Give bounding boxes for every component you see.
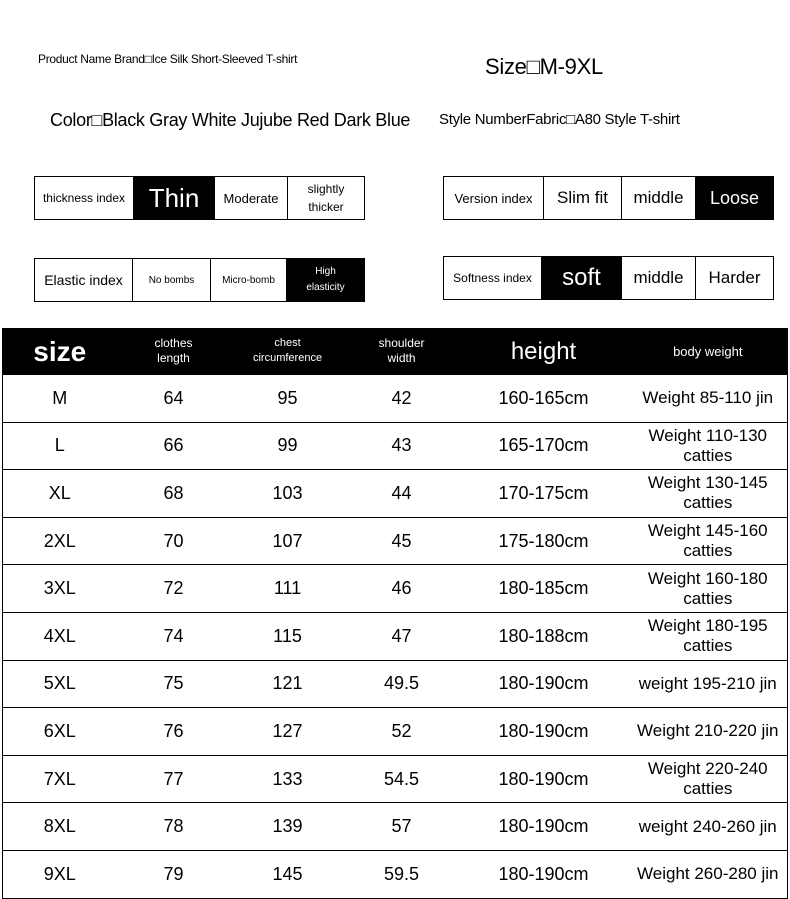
shoulder-cell: 43 bbox=[345, 422, 459, 470]
length-cell: 68 bbox=[117, 470, 231, 518]
table-row bbox=[3, 422, 788, 470]
product-name: Product Name Brand□Ice Silk Short-Sleeved T-shirt bbox=[38, 52, 298, 66]
height-cell: 180-185cm bbox=[459, 565, 629, 613]
size-cell: 2XL bbox=[3, 517, 117, 565]
weight-cell: weight 240-260 jin bbox=[629, 803, 788, 851]
table-row bbox=[3, 803, 788, 851]
elastic-index bbox=[34, 258, 365, 302]
size-chart-table bbox=[2, 328, 788, 899]
weight-cell: Weight 180-195 catties bbox=[629, 612, 788, 660]
shoulder-cell: 45 bbox=[345, 517, 459, 565]
header-chest-circumference: chest circumference bbox=[231, 328, 345, 375]
table-row bbox=[3, 470, 788, 518]
chest-cell: 111 bbox=[231, 565, 345, 613]
version-option-slim-fit: Slim fit bbox=[543, 177, 621, 219]
header-height: height bbox=[459, 328, 629, 375]
table-row bbox=[3, 660, 788, 708]
color-list: Color□Black Gray White Jujube Red Dark Blue bbox=[50, 110, 411, 130]
chest-cell: 139 bbox=[231, 803, 345, 851]
softness-option-harder: Harder bbox=[695, 257, 773, 299]
height-cell: 170-175cm bbox=[459, 470, 629, 518]
elastic-index-label: Elastic index bbox=[44, 272, 123, 288]
size-cell: 5XL bbox=[3, 660, 117, 708]
softness-option-soft: soft bbox=[541, 257, 621, 299]
shoulder-cell: 59.5 bbox=[345, 850, 459, 898]
thickness-index bbox=[34, 176, 365, 220]
size-cell: L bbox=[3, 422, 117, 470]
table-row bbox=[3, 850, 788, 898]
chest-cell: 103 bbox=[231, 470, 345, 518]
size-range: Size□M-9XL bbox=[485, 54, 603, 79]
shoulder-cell: 54.5 bbox=[345, 755, 459, 803]
weight-cell: Weight 160-180 catties bbox=[629, 565, 788, 613]
thickness-option-moderate: Moderate bbox=[214, 177, 287, 219]
weight-cell: Weight 220-240 catties bbox=[629, 755, 788, 803]
version-index-label: Version index bbox=[454, 190, 533, 206]
version-option-loose: Loose bbox=[695, 177, 773, 219]
length-cell: 70 bbox=[117, 517, 231, 565]
shoulder-cell: 57 bbox=[345, 803, 459, 851]
softness-index-label: Softness index bbox=[453, 271, 532, 285]
height-cell: 165-170cm bbox=[459, 422, 629, 470]
height-cell: 180-190cm bbox=[459, 755, 629, 803]
weight-cell: Weight 260-280 jin bbox=[629, 850, 788, 898]
table-row bbox=[3, 612, 788, 660]
chest-cell: 115 bbox=[231, 612, 345, 660]
softness-index bbox=[443, 256, 774, 300]
table-row bbox=[3, 708, 788, 756]
table-row bbox=[3, 375, 788, 423]
style-number: Style NumberFabric□A80 Style T-shirt bbox=[439, 111, 680, 128]
height-cell: 180-190cm bbox=[459, 803, 629, 851]
height-cell: 160-165cm bbox=[459, 375, 629, 423]
length-cell: 64 bbox=[117, 375, 231, 423]
height-cell: 175-180cm bbox=[459, 517, 629, 565]
height-cell: 180-190cm bbox=[459, 708, 629, 756]
chest-cell: 107 bbox=[231, 517, 345, 565]
header-clothes-length: clothes length bbox=[117, 328, 231, 375]
height-cell: 180-190cm bbox=[459, 660, 629, 708]
size-cell: 8XL bbox=[3, 803, 117, 851]
elastic-option-high-elasticity: High elasticity bbox=[286, 259, 364, 301]
size-cell: 4XL bbox=[3, 612, 117, 660]
size-cell: 9XL bbox=[3, 850, 117, 898]
height-cell: 180-188cm bbox=[459, 612, 629, 660]
weight-cell: Weight 85-110 jin bbox=[629, 375, 788, 423]
shoulder-cell: 46 bbox=[345, 565, 459, 613]
length-cell: 76 bbox=[117, 708, 231, 756]
shoulder-cell: 42 bbox=[345, 375, 459, 423]
chest-cell: 127 bbox=[231, 708, 345, 756]
size-cell: 6XL bbox=[3, 708, 117, 756]
thickness-option-slightly-thicker: slightly thicker bbox=[287, 177, 364, 219]
version-index bbox=[443, 176, 774, 220]
weight-cell: Weight 210-220 jin bbox=[629, 708, 788, 756]
size-cell: XL bbox=[3, 470, 117, 518]
header-body-weight: body weight bbox=[629, 328, 788, 375]
softness-option-middle: middle bbox=[621, 257, 695, 299]
length-cell: 74 bbox=[117, 612, 231, 660]
weight-cell: weight 195-210 jin bbox=[629, 660, 788, 708]
size-cell: M bbox=[3, 375, 117, 423]
shoulder-cell: 44 bbox=[345, 470, 459, 518]
table-header-row bbox=[3, 328, 788, 375]
length-cell: 78 bbox=[117, 803, 231, 851]
size-cell: 7XL bbox=[3, 755, 117, 803]
table-row bbox=[3, 517, 788, 565]
size-cell: 3XL bbox=[3, 565, 117, 613]
weight-cell: Weight 130-145 catties bbox=[629, 470, 788, 518]
chest-cell: 133 bbox=[231, 755, 345, 803]
shoulder-cell: 49.5 bbox=[345, 660, 459, 708]
shoulder-cell: 52 bbox=[345, 708, 459, 756]
thickness-option-thin: Thin bbox=[133, 177, 214, 219]
length-cell: 79 bbox=[117, 850, 231, 898]
table-row bbox=[3, 565, 788, 613]
length-cell: 72 bbox=[117, 565, 231, 613]
height-cell: 180-190cm bbox=[459, 850, 629, 898]
table-row bbox=[3, 755, 788, 803]
length-cell: 77 bbox=[117, 755, 231, 803]
weight-cell: Weight 110-130 catties bbox=[629, 422, 788, 470]
version-option-middle: middle bbox=[621, 177, 695, 219]
chest-cell: 145 bbox=[231, 850, 345, 898]
header-shoulder-width: shoulder width bbox=[345, 328, 459, 375]
elastic-option-micro-bomb: Micro-bomb bbox=[210, 259, 286, 301]
length-cell: 75 bbox=[117, 660, 231, 708]
chest-cell: 99 bbox=[231, 422, 345, 470]
header-size: size bbox=[3, 328, 117, 375]
shoulder-cell: 47 bbox=[345, 612, 459, 660]
weight-cell: Weight 145-160 catties bbox=[629, 517, 788, 565]
chest-cell: 121 bbox=[231, 660, 345, 708]
thickness-index-label: thickness index bbox=[42, 191, 126, 205]
length-cell: 66 bbox=[117, 422, 231, 470]
elastic-option-no-bombs: No bombs bbox=[132, 259, 210, 301]
chest-cell: 95 bbox=[231, 375, 345, 423]
